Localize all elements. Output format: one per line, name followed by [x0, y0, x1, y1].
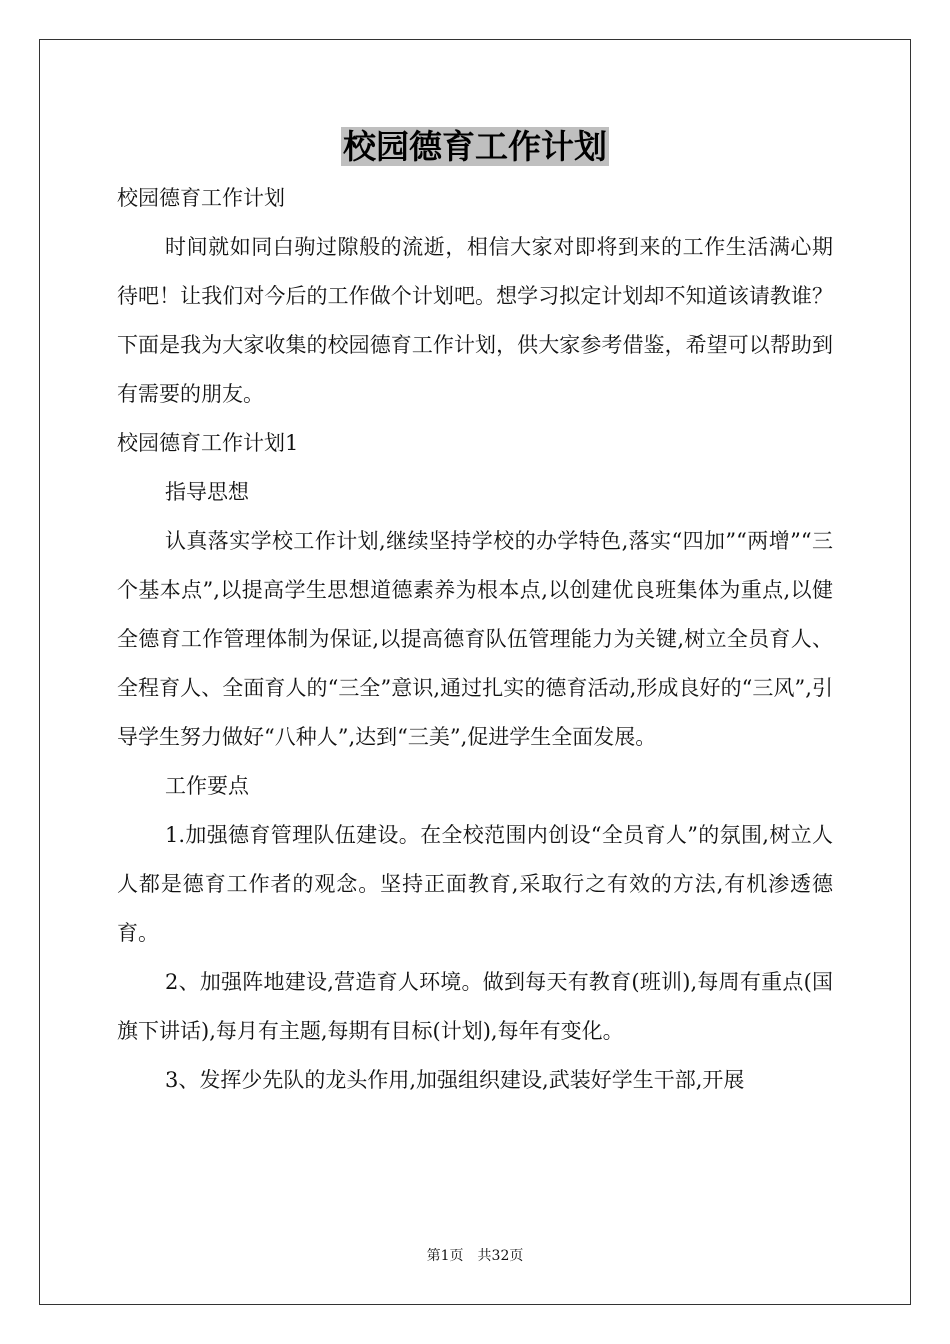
page-number: 第1页 共32页 [426, 1248, 524, 1264]
paragraph: 指导思想 [165, 480, 249, 504]
document-title-text: 校园德育工作计划 [343, 127, 607, 166]
paragraph: 时间就如同白驹过隙般的流逝，相信大家对即将到来的工作生活满心期待吧！让我们对今后的工作做个计划吧。想学习拟定计划却不知道该请教谁？下面是我为大家收集的校园德育工作计划，供大家参考借鉴，希望可以帮助到有需要的朋友。 [117, 235, 833, 406]
paragraph: 校园德育工作计划1 [117, 431, 299, 455]
paragraph: 3、发挥少先队的龙头作用,加强组织建设,武装好学生干部,开展 [165, 1068, 745, 1092]
paragraph: 校园德育工作计划 [117, 186, 285, 210]
paragraph: 2、加强阵地建设,营造育人环境。做到每天有教育(班训),每周有重点(国旗下讲话),每月有主题,每期有目标(计划),每年有变化。 [117, 970, 833, 1043]
document-title [0, 122, 950, 172]
paragraph: 1.加强德育管理队伍建设。在全校范围内创设“全员育人”的氛围,树立人人都是德育工作者的观念。坚持正面教育,采取行之有效的方法,有机渗透德育。 [117, 823, 833, 945]
document-body [117, 174, 833, 1105]
page-footer [0, 1245, 950, 1265]
paragraph: 认真落实学校工作计划,继续坚持学校的办学特色,落实“四加”“两增”“三个基本点”,以提高学生思想道德素养为根本点,以创建优良班集体为重点,以健全德育工作管理体制为保证,以提高德育队伍管理能力为关键,树立全员育人、全程育人、全面育人的“三全”意识,通过扎实的德育活动,形成良好的“三风”,引导学生努力做好“八种人”,达到“三美”,促进学生全面发展。 [117, 529, 833, 749]
paragraph: 工作要点 [165, 774, 249, 798]
